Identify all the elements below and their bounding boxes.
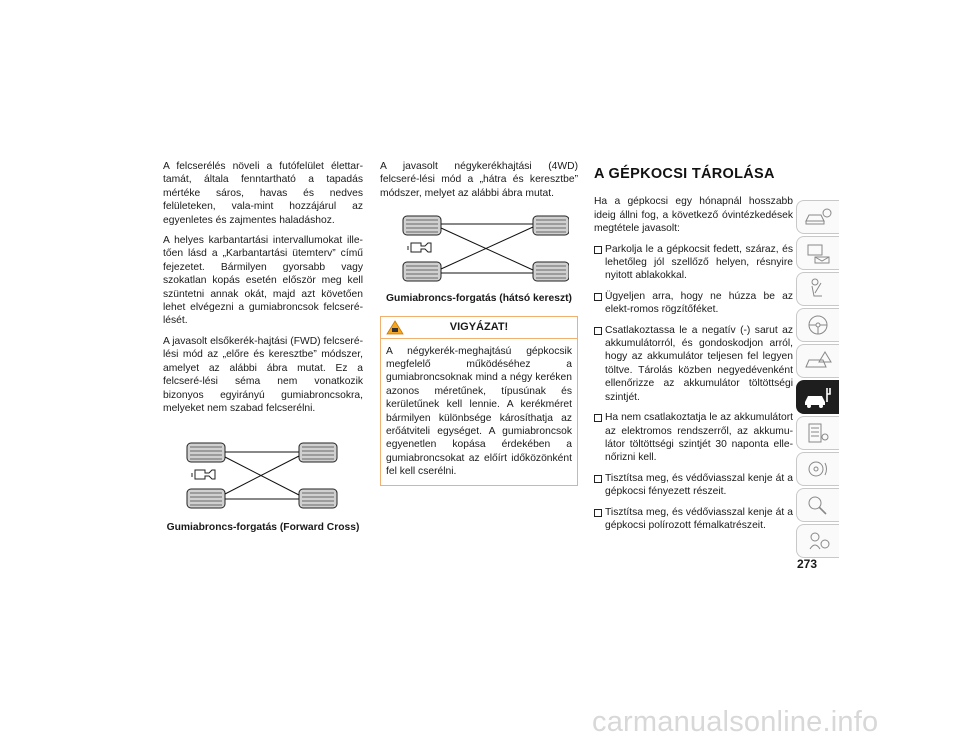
tire-front-left [403,216,441,235]
tire-rear-left [299,443,337,462]
tab-steering[interactable] [796,308,839,342]
paragraph: A felcserélés növeli a futófelület élettar-tamát, általa fenntartható a tapadás mértéke sáros, havas és nedves felületeken, vala-mint hozzájárul az egyenletes és zajmentes haladáshoz. [163,161,363,226]
column-right [594,160,793,539]
tire-rear-right [299,489,337,508]
car-service-icon [803,385,833,409]
list-item-text: Csatlakoztassa le a negatív (-) sarut az akkumulátorról, és gondoskodjon arról, hogy az akkumulátor teljesen fel legyen töltve. Tárolás közben negyedévenként ellenőrizze az akkumulátor töltöttségi szintjét. [605,324,793,403]
list-item [594,290,793,317]
engine-icon [408,243,431,252]
bullet-box-icon [594,293,602,301]
bullet-box-icon [594,475,602,483]
tire-front-left [187,443,225,462]
rotation-arrow [441,227,533,269]
tab-language[interactable] [796,524,839,558]
specifications-icon [803,421,833,445]
figure-caption: Gumiabroncs-forgatás (hátsó kereszt) [386,293,572,305]
warning-box [380,316,578,486]
figure-caption: Gumiabroncs-forgatás (Forward Cross) [166,522,360,534]
tab-car-service[interactable] [796,380,839,414]
rotation-arrow [225,456,299,494]
warning-triangle-icon [386,320,404,335]
list-item-text: Tisztítsa meg, és védőviasszal kenje át a gépkocsi fényezett részeit. [605,472,793,498]
tab-car-message[interactable] [796,236,839,270]
bullet-box-icon [594,246,602,254]
tire-rear-left [533,216,569,235]
tab-search-index[interactable] [796,488,839,522]
rotation-arrow [441,228,533,270]
list-item [594,506,793,533]
warning-divider [381,338,577,339]
list-item [594,243,793,283]
tab-multimedia[interactable] [796,452,839,486]
rotation-arrow [225,457,299,495]
tire-front-right [187,489,225,508]
list-item [594,411,793,465]
paragraph: A helyes karbantartási intervallumokat ille-tően lásd a „Karbantartási ütemterv” című fejezetet. Bármilyen gyorsabb vagy szokatlan kopás esetén először meg kell szüntetni annak okát, majd azt követően lehet elvégezni a gumiabroncsok felcseré-lését. [163,235,363,327]
language-icon [803,529,833,553]
paragraph: Ha a gépkocsi egy hónapnál hosszabb ideig állni fog, a következő óvintézkedések megtétele javasolt: [594,196,793,235]
warning-text: A négykerék-meghajtású gépkocsik megfelelő működéséhez a gumiabroncsoknak mind a négy keréken azonos méretűnek, típusúnak és kerületűnek kell lennie. A kerékméret bármilyen különbsége károsíthatja az erőátviteli egységet. A gumiabroncsok egyenetlen kopása érdekében a gumiabroncsokat az előírt időközönként fel kell cserélni. [386,345,572,478]
seat-safety-icon [803,277,833,301]
warning-title: VIGYÁZAT! [449,320,509,333]
paragraph: A javasolt négykerékhajtási (4WD) felcseré-lési mód a „hátra és keresztbe” módszer, melyet az alábbi ábra mutat. [380,161,578,199]
list-item-text: Parkolja le a gépkocsit fedett, száraz, és lehetőleg jól szellőző helyen, résnyire nyitott ablakokkal. [605,243,793,282]
car-emergency-icon [803,349,833,373]
car-info-icon [803,205,833,229]
list-item-text: Ügyeljen arra, hogy ne húzza be az elekt-romos rögzítőféket. [605,290,793,316]
steering-wheel-icon [803,313,833,337]
paragraph: A javasolt elsőkerék-hajtási (FWD) felcseré-lési mód az „előre és keresztbe” módszer, amelyet az alábbi ábra mutat. Ez a felcseré-lési séma nem vonatkozik bizonyos egyirányú gumiabroncsokra, melyeket nem szabad felcserélni. [163,335,363,414]
search-index-icon [803,493,833,517]
list-item-text: Tisztítsa meg, és védőviasszal kenje át a gépkocsi polírozott fémalkatrészeit. [605,506,793,531]
rear-cross-diagram [389,210,569,288]
warning-header [386,317,572,338]
tab-emergency[interactable] [796,344,839,378]
forward-cross-diagram [173,437,353,515]
multimedia-icon [803,457,833,481]
watermark: carmanualsonline.info [592,706,879,738]
bullet-list [594,243,793,533]
tab-specifications[interactable] [796,416,839,450]
tire-front-right [403,262,441,281]
bullet-box-icon [594,327,602,335]
chapter-tabs [796,200,840,560]
list-item [594,324,793,404]
column-middle [380,160,578,486]
page-number: 273 [797,557,818,571]
column-left [163,160,363,535]
section-title: A GÉPKOCSI TÁROLÁSA [594,166,775,182]
engine-icon [192,470,215,479]
tab-seat-safety[interactable] [796,272,839,306]
list-item [594,472,793,499]
bullet-box-icon [594,509,602,517]
list-item-text: Ha nem csatlakoztatja le az akkumulátort az elektromos rendszerről, az akkumu-látor töltöttségi szintjét 30 naponta elle-nőrizni kell. [605,412,793,464]
car-message-icon [803,241,833,265]
tire-rear-right [533,262,569,281]
tab-car-info[interactable] [796,200,839,234]
bullet-box-icon [594,414,602,422]
